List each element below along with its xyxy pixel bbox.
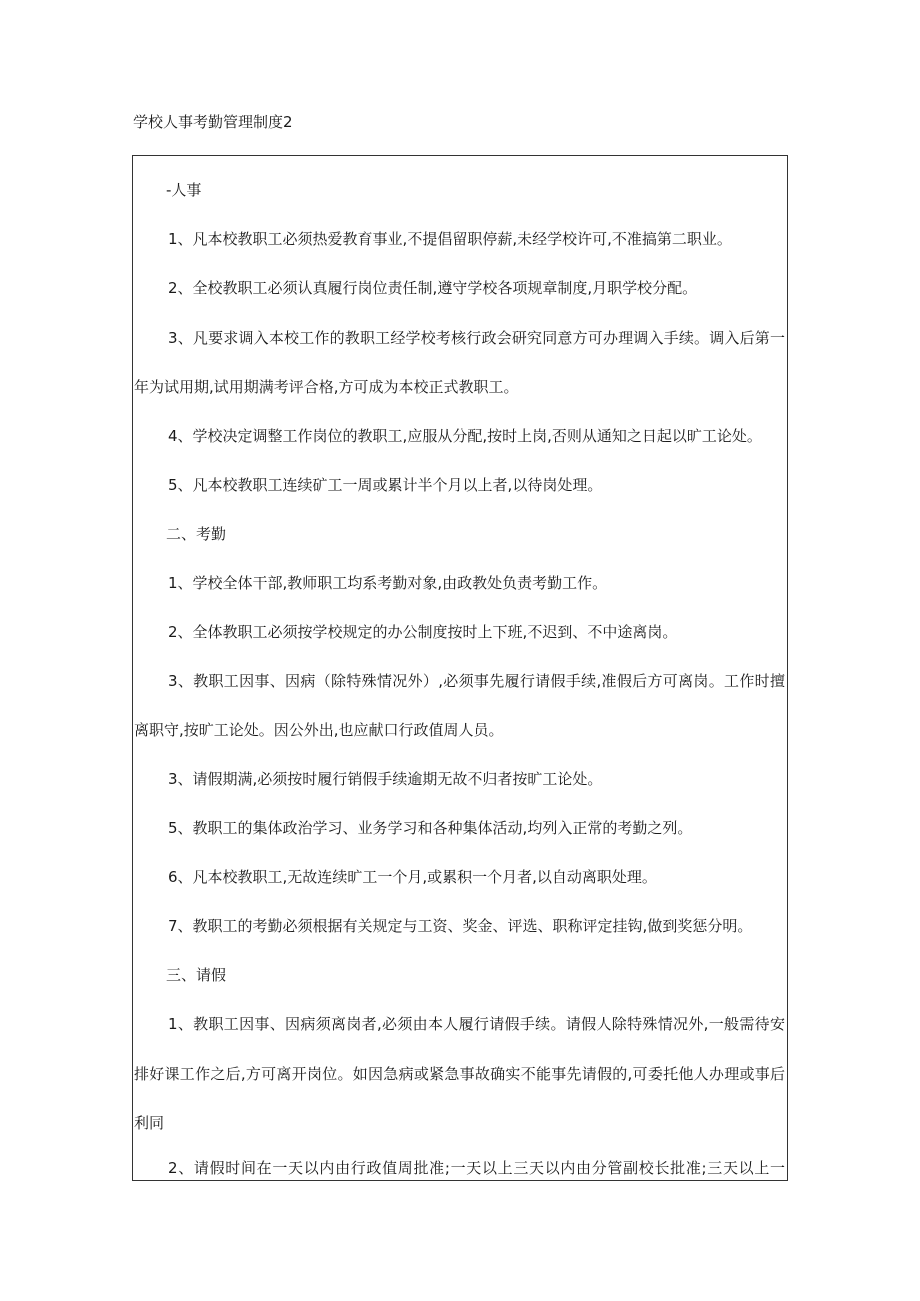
paragraph-line: 利同 bbox=[134, 1114, 165, 1132]
document-body bbox=[132, 155, 788, 1181]
section-heading-personnel: -人事 bbox=[166, 181, 202, 199]
section-heading-leave: 三、请假 bbox=[166, 966, 227, 984]
paragraph-line: 6、凡本校教职工,无故连续旷工一个月,或累积一个月者,以自动离职处理。 bbox=[168, 868, 657, 886]
paragraph-line: 1、学校全体干部,教师职工均系考勤对象,由政教处负责考勤工作。 bbox=[168, 574, 608, 592]
paragraph-line: 年为试用期,试用期满考评合格,方可成为本校正式教职工。 bbox=[134, 378, 519, 396]
paragraph-line: 3、教职工因事、因病（除特殊情况外）,必须事先履行请假手续,准假后方可离岗。工作时擅 bbox=[168, 672, 785, 690]
paragraph-line: 5、凡本校教职工连续矿工一周或累计半个月以上者,以待岗处理。 bbox=[168, 476, 603, 494]
paragraph-line: 离职守,按旷工论处。因公外出,也应献口行政值周人员。 bbox=[134, 721, 504, 739]
paragraph-line: 2、请假时间在一天以内由行政值周批准;一天以上三天以内由分管副校长批准;三天以上一 bbox=[168, 1159, 785, 1177]
document-title: 学校人事考勤管理制度2 bbox=[133, 113, 293, 131]
section-heading-attendance: 二、考勤 bbox=[166, 525, 227, 543]
paragraph-line: 1、教职工因事、因病须离岗者,必须由本人履行请假手续。请假人除特殊情况外,一般需待安 bbox=[168, 1015, 785, 1033]
paragraph-line: 3、请假期满,必须按时履行销假手续逾期无故不归者按旷工论处。 bbox=[168, 770, 603, 788]
paragraph-line: 4、学校决定调整工作岗位的教职工,应服从分配,按时上岗,否则从通知之日起以旷工论处。 bbox=[168, 427, 762, 445]
paragraph-line: 1、凡本校教职工必须热爱教育事业,不提倡留职停薪,未经学校许可,不准搞第二职业。 bbox=[168, 230, 732, 248]
paragraph-line: 2、全校教职工必须认真履行岗位责任制,遵守学校各项规章制度,月职学校分配。 bbox=[168, 279, 698, 297]
paragraph-line: 3、凡要求调入本校工作的教职工经学校考核行政会研究同意方可办理调入手续。调入后第一 bbox=[168, 329, 785, 347]
paragraph-line: 2、全体教职工必须按学校规定的办公制度按时上下班,不迟到、不中途离岗。 bbox=[168, 623, 678, 641]
paragraph-line: 7、教职工的考勤必须根据有关规定与工资、奖金、评选、职称评定挂钩,做到奖惩分明。 bbox=[168, 917, 753, 935]
paragraph-line: 排好课工作之后,方可离开岗位。如因急病或紧急事故确实不能事先请假的,可委托他人办理或事后 bbox=[134, 1065, 785, 1083]
paragraph-line: 5、教职工的集体政治学习、业务学习和各种集体活动,均列入正常的考勤之列。 bbox=[168, 819, 693, 837]
